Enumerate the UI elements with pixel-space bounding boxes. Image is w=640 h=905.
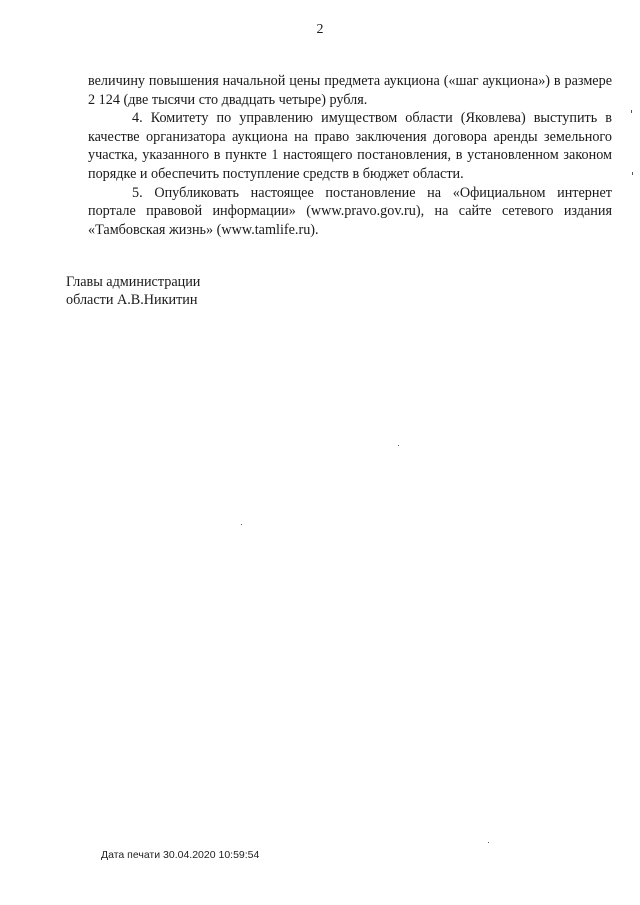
scan-speck <box>241 524 242 525</box>
scan-speck <box>632 172 633 175</box>
page-number: 2 <box>316 22 324 37</box>
scan-speck <box>488 842 489 843</box>
signature-name: области А.В.Никитин <box>66 292 198 308</box>
paragraph-5: 5. Опубликовать настоящее постановление на «Официальном интернет портале правовой информации» (www.pravo.gov.ru), на сайте сетевого издания «Тамбовская жизнь» (www.tamlife.ru). <box>88 184 612 238</box>
print-date: Дата печати 30.04.2020 10:59:54 <box>101 849 260 861</box>
scan-speck <box>398 445 399 446</box>
signature-title: Главы администрации <box>66 274 201 290</box>
paragraph-4: 4. Комитету по управлению имуществом области (Яковлева) выступить в качестве организатора аукциона на право заключения договора аренды земельного участка, указанного в пункте 1 настоящего постановления, в установленном законом порядке и обеспечить поступление средств в бюджет области. <box>88 110 612 182</box>
paragraph-continued: величину повышения начальной цены предмета аукциона («шаг аукциона») в размере 2 124 (две тысячи сто двадцать четыре) рубля. <box>88 73 612 108</box>
signature-block <box>66 273 200 309</box>
document-body <box>88 72 612 239</box>
scan-speck <box>631 110 632 113</box>
